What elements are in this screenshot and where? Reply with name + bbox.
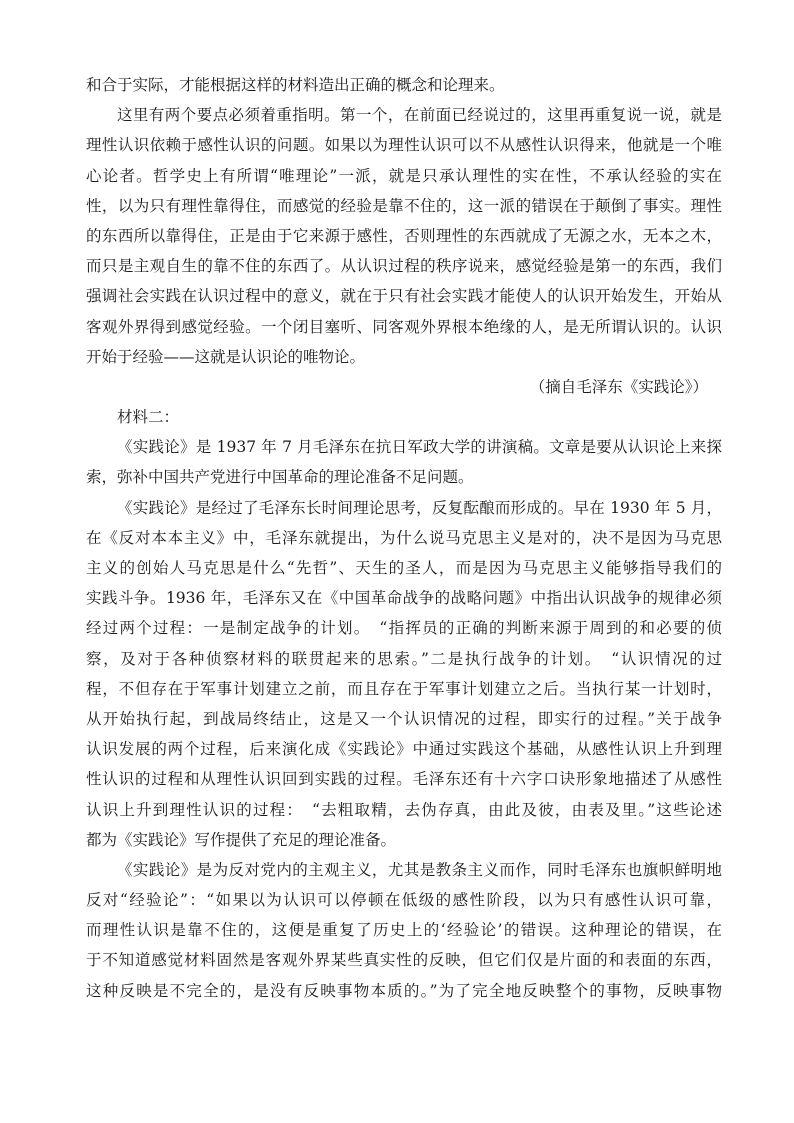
text-line: 察，及对于各种侦察材料的联贯起来的思索。”二是执行战争的计划。 “认识情况的过 — [86, 649, 722, 668]
text-line: 反对“经验论”：“如果以为认识可以停顿在低级的感性阶段，以为只有感性认识可靠， — [86, 891, 722, 910]
text-line: 而只是主观自生的靠不住的东西了。从认识过程的秩序说来，感觉经验是第一的东西，我们 — [86, 257, 722, 276]
text-line: 性，以为只有理性靠得住，而感觉的经验是靠不住的，这一派的错误在于颠倒了事实。理性 — [86, 196, 722, 215]
text-line: 这里有两个要点必须着重指明。第一个，在前面已经说过的，这里再重复说一说，就是 — [117, 106, 722, 125]
text-line: 理性认识依赖于感性认识的问题。如果以为理性认识可以不从感性认识得来，他就是一个唯 — [86, 136, 722, 155]
text-line: 的东西所以靠得住，正是由于它来源于感性，否则理性的东西就成了无源之水，无本之木， — [86, 226, 722, 245]
text-line: 而理性认识是靠不住的，这便是重复了历史上的‘经验论’的错误。这种理论的错误，在 — [86, 921, 722, 940]
document-page — [86, 70, 722, 1006]
text-line: 于不知道感觉材料固然是客观外界某些真实性的反映，但它们仅是片面的和表面的东西， — [86, 951, 722, 970]
text-line: 都为《实践论》写作提供了充足的理论准备。 — [86, 830, 397, 849]
text-line: 从开始执行起，到战局终结止，这是又一个认识情况的过程，即实行的过程。”关于战争 — [86, 709, 722, 728]
text-line: 心论者。哲学史上有所谓“唯理论”一派，就是只承认理性的实在性，不承认经验的实在 — [86, 166, 722, 185]
text-line: 性认识的过程和从理性认识回到实践的过程。毛泽东还有十六字口诀形象地描述了从感性 — [86, 770, 722, 789]
text-line: 和合于实际，才能根据这样的材料造出正确的概念和论理来。 — [86, 76, 505, 94]
text-line: 《实践论》是 1937 年 7 月毛泽东在抗日军政大学的讲演稿。文章是要从认识论上来探 — [117, 438, 722, 457]
section-heading: 材料二： — [117, 408, 180, 427]
text-line: 认识发展的两个过程，后来演化成《实践论》中通过实践这个基础，从感性认识上升到理 — [86, 740, 722, 759]
source-citation: （摘自毛泽东《实践论》） — [529, 377, 708, 396]
text-line: 开始于经验——这就是认识论的唯物论。 — [86, 347, 366, 366]
text-line: 在《反对本本主义》中，毛泽东就提出，为什么说马克思主义是对的，决不是因为马克思 — [86, 528, 722, 547]
text-line: 认识上升到理性认识的过程： “去粗取精，去伪存真，由此及彼，由表及里。”这些论述 — [86, 800, 722, 819]
text-line: 强调社会实践在认识过程中的意义，就在于只有社会实践才能使人的认识开始发生，开始从 — [86, 287, 722, 306]
text-line: 这种反映是不完全的，是没有反映事物本质的。”为了完全地反映整个的事物，反映事物 — [86, 981, 722, 1000]
text-line: 程，不但存在于军事计划建立之前，而且存在于军事计划建立之后。当执行某一计划时， — [86, 679, 722, 698]
text-line: 索，弥补中国共产党进行中国革命的理论准备不足问题。 — [86, 468, 474, 487]
text-line: 《实践论》是经过了毛泽东长时间理论思考，反复酝酿而形成的。早在 1930 年 5 月， — [117, 498, 722, 517]
text-line: 主义的创始人马克思是什么“先哲”、天生的圣人，而是因为马克思主义能够指导我们的 — [86, 559, 722, 577]
text-line: 实践斗争。1936 年，毛泽东又在《中国革命战争的战略问题》中指出认识战争的规律必须 — [86, 589, 722, 608]
text-line: 《实践论》是为反对党内的主观主义，尤其是教条主义而作，同时毛泽东也旗帜鲜明地 — [117, 860, 722, 879]
text-line: 客观外界得到感觉经验。一个闭目塞听、同客观外界根本绝缘的人，是无所谓认识的。认识 — [86, 317, 722, 336]
text-line: 经过两个过程：一是制定战争的计划。 “指挥员的正确的判断来源于周到的和必要的侦 — [86, 619, 722, 638]
